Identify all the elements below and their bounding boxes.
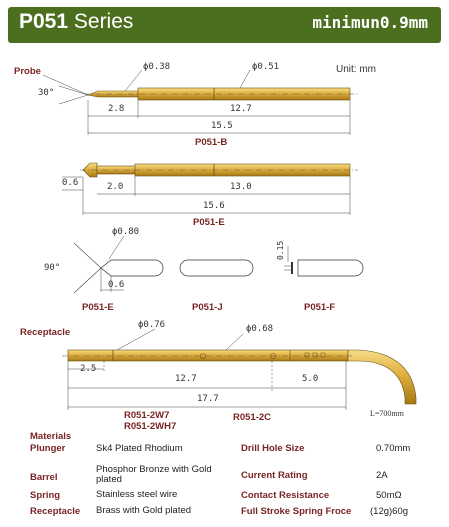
tip-e-caption: P051-E (82, 302, 114, 313)
probe-e-tip-len: 2.0 (107, 182, 124, 192)
min-spec: minimun0.9mm (312, 13, 428, 32)
receptacle-w7-caption: R051-2W7 (124, 410, 170, 421)
spec-spring-value: Stainless steel wire (96, 489, 178, 500)
probe-b-body-len: 12.7 (230, 104, 252, 114)
probe-b-tip-len: 2.8 (108, 104, 125, 114)
spec-barrel-key: Barrel (30, 472, 58, 483)
tip-j-drawing (180, 260, 253, 276)
probe-b-total: 15.5 (211, 121, 233, 131)
receptacle-wh7-caption: R051-2WH7 (124, 421, 177, 432)
spec-force-value: (12g)60g (370, 506, 409, 517)
tip-e-angle: 90° (44, 263, 61, 273)
probe-e-body-len: 13.0 (230, 182, 252, 192)
receptacle-drawing (62, 329, 416, 410)
spec-receptacle-key: Receptacle (30, 506, 81, 517)
receptacle-total: 17.7 (197, 394, 219, 404)
receptacle-length: L=700mm (370, 409, 404, 418)
probe-b-drawing (43, 70, 358, 135)
receptacle-2c-caption: R051-2C (233, 412, 272, 423)
spec-current-key: Current Rating (241, 470, 308, 481)
spec-receptacle-value: Brass with Gold plated (96, 505, 192, 516)
materials-heading: Materials (30, 431, 72, 442)
spec-barrel-value: Phosphor Bronze with Gold plated (96, 464, 212, 485)
probe-b-angle: 30° (38, 88, 55, 98)
page-title: P051 Series (19, 10, 134, 33)
probe-e-caption: P051-E (193, 217, 225, 228)
receptacle-d2: 12.7 (175, 374, 197, 384)
probe-label: Probe (14, 66, 41, 77)
probe-b-body-dia: ϕ0.51 (252, 62, 280, 72)
spec-plunger-key: Plunger (30, 443, 66, 454)
spec-drill-value: 0.70mm (376, 443, 411, 454)
probe-b-caption: P051-B (195, 137, 228, 148)
probe-e-dia: 0.6 (62, 178, 79, 188)
spec-spring-key: Spring (30, 490, 61, 501)
probe-e-total: 15.6 (203, 201, 225, 211)
spec-drill-key: Drill Hole Size (241, 443, 305, 454)
receptacle-dia-small: ϕ0.76 (138, 320, 166, 330)
spec-resistance-value: 50mΩ (376, 490, 402, 501)
tip-f-len: 0.15 (276, 240, 285, 260)
receptacle-d3: 5.0 (302, 374, 319, 384)
receptacle-dia-large: ϕ0.68 (246, 324, 274, 334)
spec-plunger-value: Sk4 Plated Rhodium (96, 443, 183, 454)
spec-resistance-key: Contact Resistance (241, 490, 330, 501)
spec-force-key: Full Stroke Spring Froce (241, 506, 352, 517)
tip-f-caption: P051-F (304, 302, 336, 313)
tip-j-caption: P051-J (192, 302, 223, 313)
probe-b-tip-dia: ϕ0.38 (143, 62, 171, 72)
tip-e-len: 0.6 (108, 280, 125, 290)
tip-e-dia: ϕ0.80 (112, 227, 140, 237)
spec-current-value: 2A (376, 470, 388, 481)
unit-label: Unit: mm (336, 64, 376, 75)
receptacle-label: Receptacle (20, 327, 71, 338)
receptacle-d1: 2.5 (80, 364, 97, 374)
tip-f-drawing (284, 246, 363, 276)
